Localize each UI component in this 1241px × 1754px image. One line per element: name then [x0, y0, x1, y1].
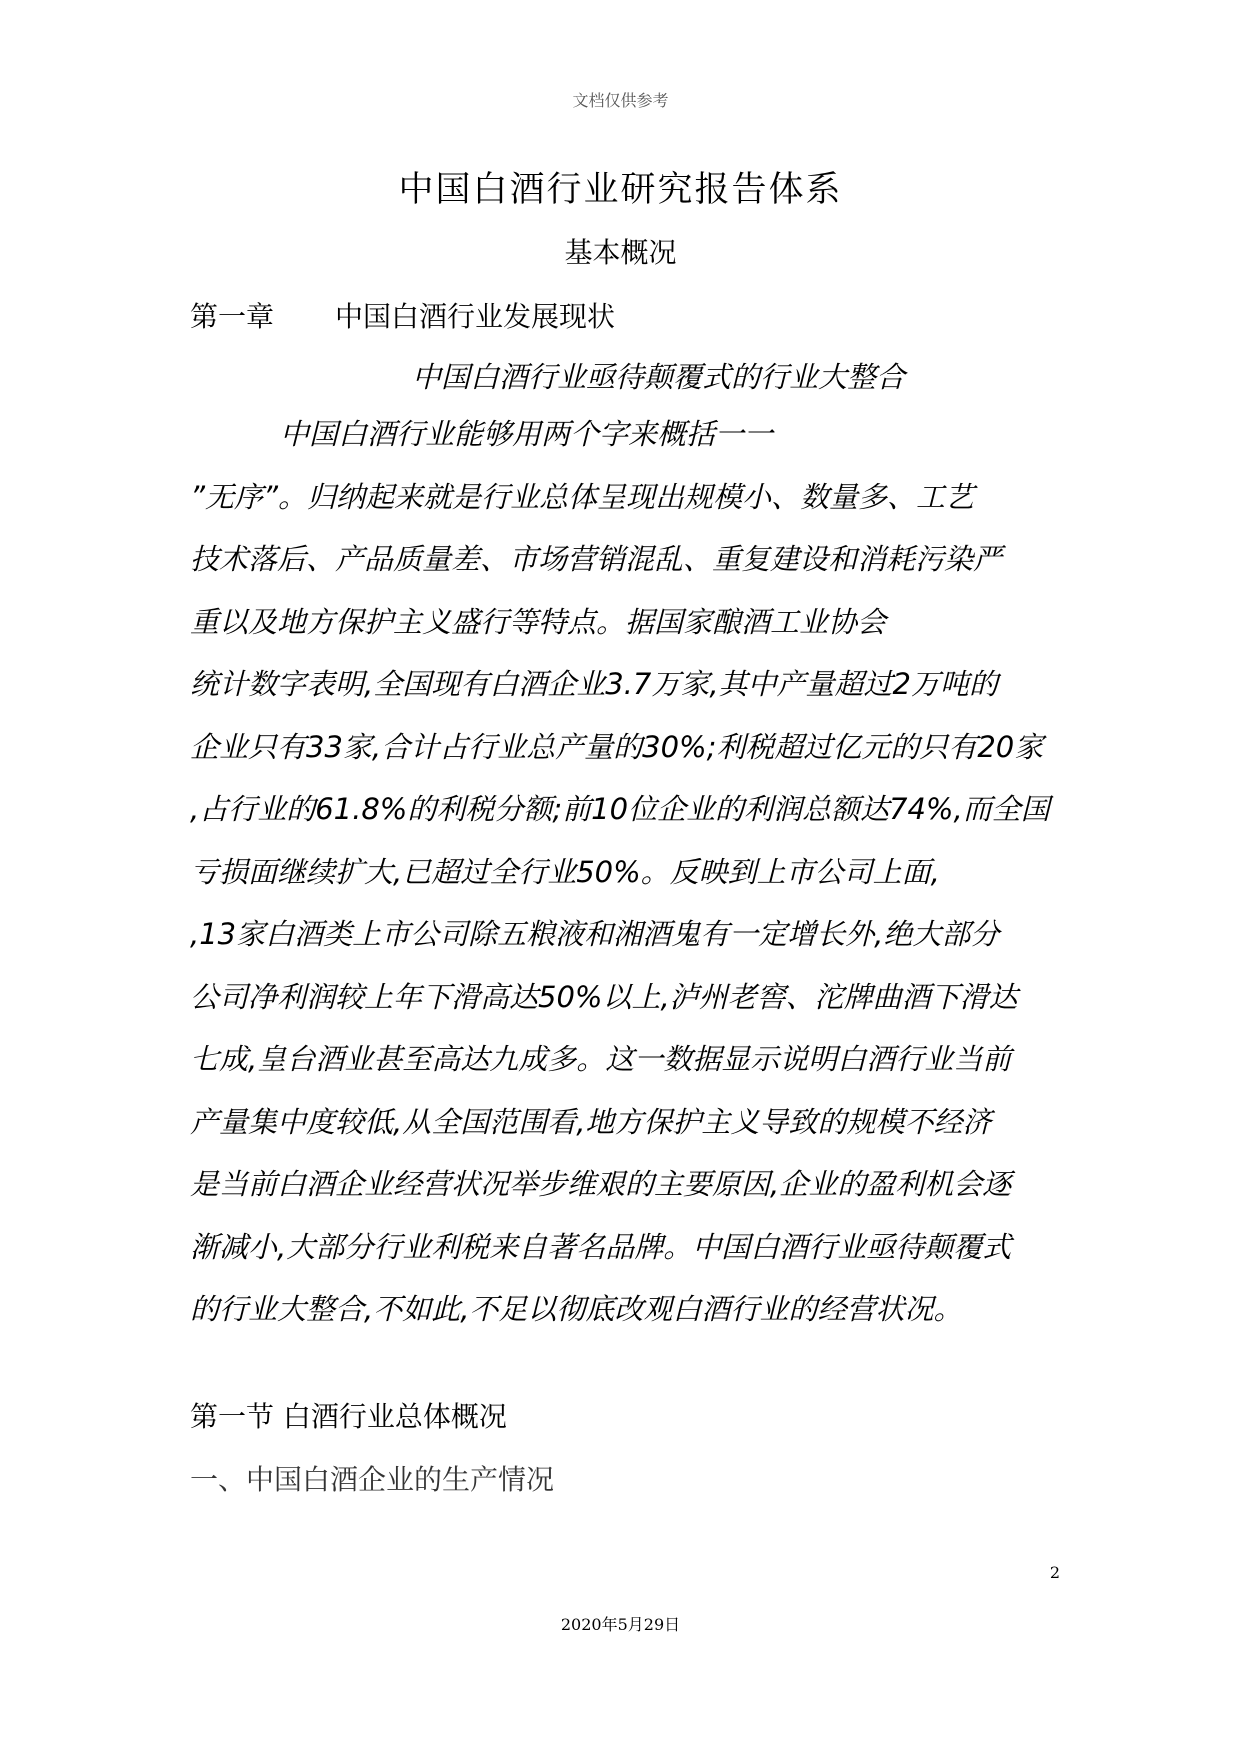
body-line: 中国白酒行业能够用两个字来概括一一 — [280, 417, 774, 451]
body-line: 产量集中度较低,从全国范围看,地方保护主义导致的规模不经济 — [190, 1105, 992, 1139]
footer-date: 2020年5月29日 — [560, 1615, 681, 1634]
body-line: 企业只有33家,合计占行业总产量的30%;利税超过亿元的只有20家 — [190, 730, 1044, 764]
header-note: 文档仅供参考 — [572, 91, 669, 110]
body-line: 统计数字表明,全国现有白酒企业3.7万家,其中产量超过2万吨的 — [190, 667, 999, 701]
body-line: 技术落后、产品质量差、市场营销混乱、重复建设和消耗污染严 — [190, 542, 1003, 576]
body-line: ”无序”。归纳起来就是行业总体呈现出规模小、数量多、工艺 — [190, 480, 975, 514]
body-line: 七成,皇台酒业甚至高达九成多。这一数据显示说明白酒行业当前 — [190, 1042, 1012, 1076]
body-line: 公司净利润较上年下滑高达50%以上,泸州老窖、沱牌曲酒下滑达 — [190, 980, 1018, 1014]
chapter-number: 第一章 — [190, 300, 275, 333]
subsection-heading: 一、中国白酒企业的生产情况 — [190, 1463, 555, 1496]
document-title: 中国白酒行业研究报告体系 — [398, 170, 843, 210]
body-line: 的行业大整合,不如此,不足以彻底改观白酒行业的经营状况。 — [190, 1292, 963, 1326]
body-line: 重以及地方保护主义盛行等特点。据国家酿酒工业协会 — [190, 605, 887, 639]
emphasis-heading: 中国白酒行业亟待颠覆式的行业大整合 — [412, 360, 906, 394]
chapter-title: 中国白酒行业发展现状 — [335, 300, 616, 333]
body-line: 是当前白酒企业经营状况举步维艰的主要原因,企业的盈利机会逐 — [190, 1167, 1012, 1201]
body-line: ,13家白酒类上市公司除五粮液和湘酒鬼有一定增长外,绝大部分 — [190, 917, 1000, 951]
page-number: 2 — [1049, 1563, 1060, 1582]
body-line: ,占行业的61.8%的利税分额;前10位企业的利润总额达74%,而全国 — [190, 792, 1050, 826]
body-line: 渐减小,大部分行业利税来自著名品牌。中国白酒行业亟待颠覆式 — [190, 1230, 1012, 1264]
document-subtitle: 基本概况 — [564, 236, 677, 269]
chapter-heading — [190, 295, 615, 335]
section-heading: 第一节 白酒行业总体概况 — [190, 1400, 507, 1433]
body-line: 亏损面继续扩大,已超过全行业50%。反映到上市公司上面, — [190, 855, 940, 889]
